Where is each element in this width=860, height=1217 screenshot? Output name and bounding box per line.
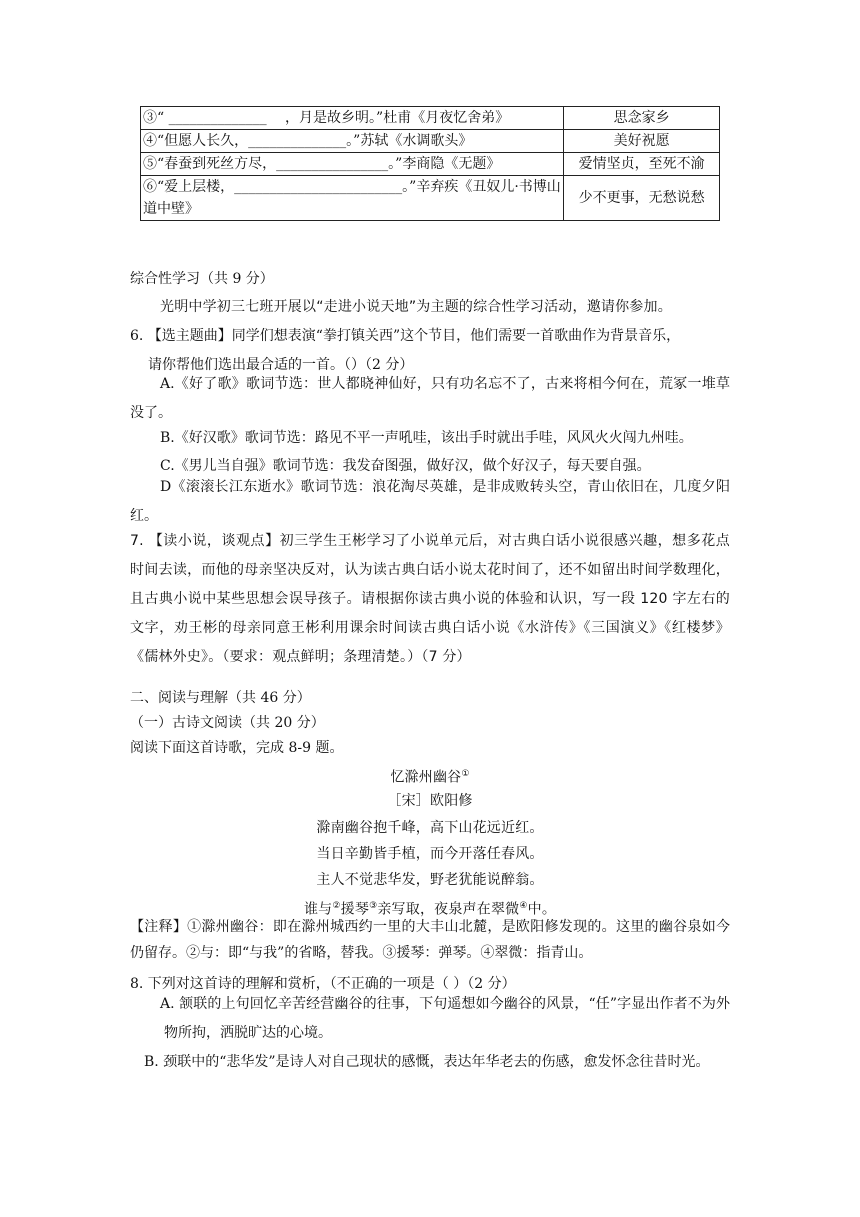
question-6-option-b: B.《好汉歌》歌词节选：路见不平一声吼哇，该出手时就出手哇，风风火火闯九州哇。 — [160, 430, 693, 446]
question-6-option-a: A.《好了歌》歌词节选：世人都晓神仙好，只有功名忘不了，古来将相今何在，荒冢一堆草没了。 — [130, 376, 730, 421]
question-8-option-b: B. 颈联中的“悲华发”是诗人对自己现状的感慨，表达年华老去的伤感，愈发怀念往昔时光。 — [144, 1054, 710, 1070]
theme-cell: 美好祝愿 — [564, 130, 720, 153]
question-8-option-a: A. 颔联的上句回忆辛苦经营幽谷的往事，下句遥想如今幽谷的风景，“任”字显出作者不为外物所拘，洒脱旷达的心境。 — [160, 996, 730, 1041]
poem-line: 当日辛勤皆手植，而今开落任春风。 — [316, 846, 544, 862]
table-row — [141, 107, 720, 130]
quote-cell: ④“但愿人长久，______________。”苏轼《水调歌头》 — [141, 130, 564, 153]
section-reading-sub: （一）古诗文阅读（共 20 分） — [130, 715, 325, 731]
question-6-stem: 6. 【选主题曲】同学们想表演“拳打镇关西”这个节目，他们需要一首歌曲作为背景音乐， — [130, 328, 681, 344]
poem-line: 滁南幽谷抱千峰，高下山花远近红。 — [316, 820, 544, 836]
question-6-option-d: D《滚滚长江东逝水》歌词节选：浪花淘尽英雄，是非成败转头空，青山依旧在，几度夕阳红。 — [130, 479, 730, 524]
theme-cell: 少不更事，无愁说愁 — [564, 176, 720, 221]
footnote-mark: ① — [461, 769, 470, 779]
section-reading-heading: 二、阅读与理解（共 46 分） — [130, 690, 311, 706]
quote-cell: ⑤“春蚕到死丝方尽，________________。”李商隐《无题》 — [141, 153, 564, 176]
theme-cell: 思念家乡 — [564, 107, 720, 130]
quote-cell: ⑥“爱上层楼，________________________。”辛弃疾《丑奴儿·书博山道中壁》 — [141, 176, 564, 221]
table-row — [141, 153, 720, 176]
quote-cell: ③“ ______________ ，月是故乡明。”杜甫《月夜忆舍弟》 — [141, 107, 564, 130]
theme-cell: 爱情坚贞，至死不渝 — [564, 153, 720, 176]
table-row — [141, 130, 720, 153]
poem-line: 主人不觉悲华发，野老犹能说醉翁。 — [316, 872, 544, 888]
poem-line: 谁与②援琴③亲写取，夜泉声在翠微④中。 — [303, 901, 557, 918]
poem-fill-table — [140, 106, 720, 221]
section-heading: 综合性学习（共 9 分） — [130, 271, 274, 287]
question-6-stem-cont: 请你帮他们选出最合适的一首。（）（2 分） — [148, 357, 414, 373]
poem-notes: 【注释】①滁州幽谷：即在滁州城西约一里的大丰山北麓，是欧阳修发现的。这里的幽谷泉如今仍留存。②与：即“与我”的省略，替我。③援琴：弹琴。④翠微：指青山。 — [130, 919, 730, 961]
table-row — [141, 176, 720, 221]
section-intro: 光明中学初三七班开展以“走进小说天地”为主题的综合性学习活动，邀请你参加。 — [160, 299, 672, 315]
reading-instruction: 阅读下面这首诗歌，完成 8-9 题。 — [130, 740, 344, 756]
question-6-option-c: C.《男儿当自强》歌词节选：我发奋图强，做好汉，做个好汉子，每天要自强。 — [160, 458, 651, 474]
poem-author: ［宋］欧阳修 — [387, 793, 473, 809]
question-7: 7. 【读小说，谈观点】初三学生王彬学习了小说单元后，对古典白话小说很感兴趣，想多花点时间去读，而他的母亲坚决反对，认为读古典白话小说太花时间了，还不如留出时间学数理化，且古典小说中某些思想会误导孩子。请根据你读古典小说的体验和认识，写一段 120 字左右的文字，劝王彬的母亲同意王彬利用课余时间读古典白话小说《水浒传》《三国演义》《红楼梦》《儒林外史》。（要求：观点鲜明；条理清楚。）（7 分） — [130, 533, 730, 665]
poem-title: 忆滁州幽谷① — [390, 769, 470, 786]
question-8-stem: 8. 下列对这首诗的理解和赏析，（不正确的一项是（ ）（2 分） — [130, 976, 516, 992]
